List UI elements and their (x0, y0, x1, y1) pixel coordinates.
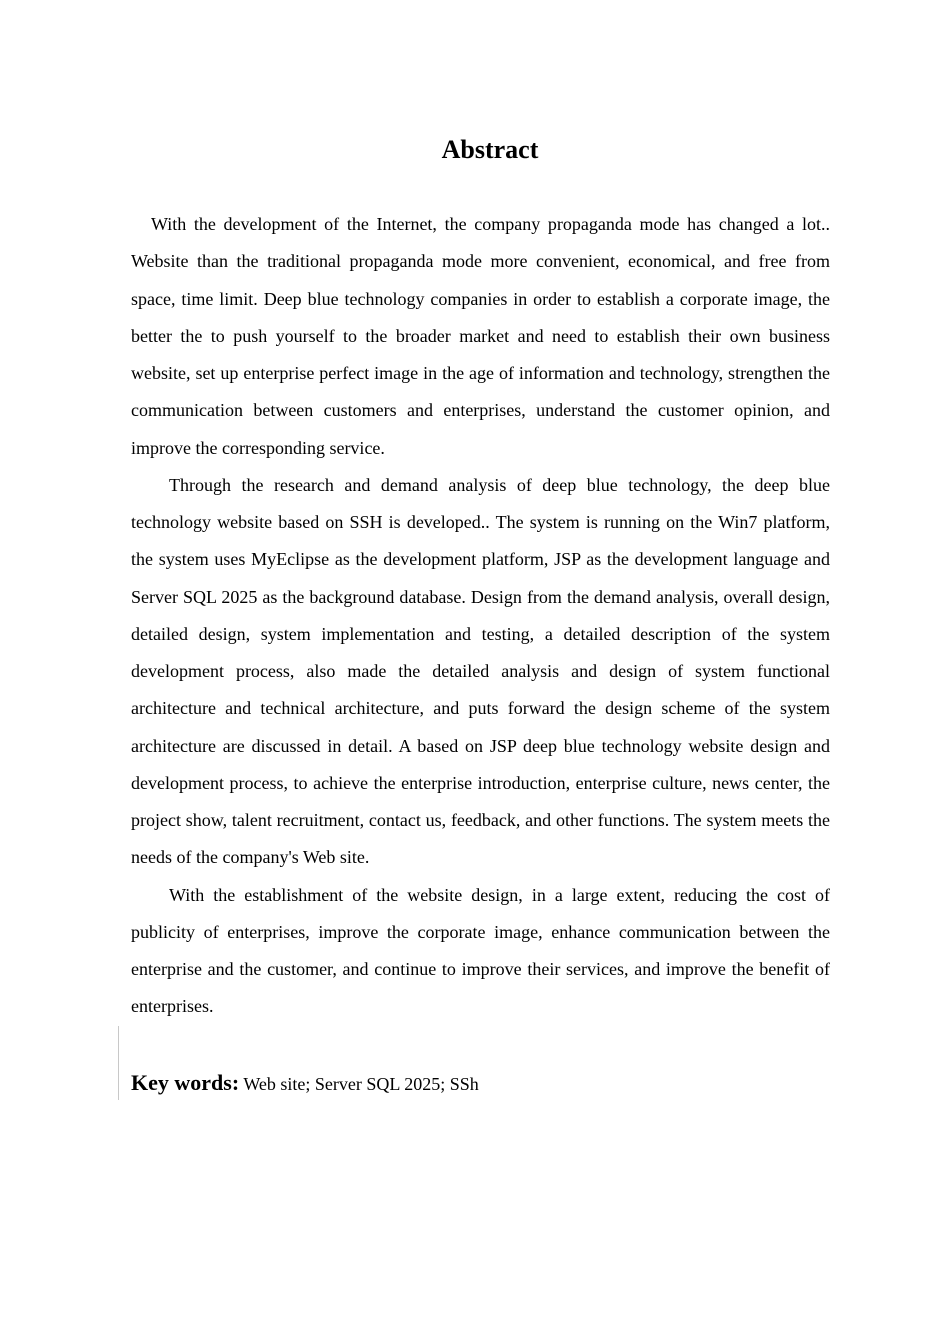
keywords-values: Web site; Server SQL 2025; SSh (243, 1074, 479, 1094)
abstract-body (131, 206, 830, 1026)
abstract-paragraph-1: With the development of the Internet, the company propaganda mode has changed a lot.. Website than the traditional propaganda mode more convenient, economical, and free from space, time limit. Deep blue technology companies in order to establish a corporate image, the better the to push yourself to the broader market and need to establish their own business website, set up enterprise perfect image in the age of information and technology, strengthen the communication between customers and enterprises, understand the customer opinion, and improve the corresponding service. (131, 214, 830, 458)
abstract-title: Abstract (441, 135, 539, 164)
margin-change-bar (118, 1026, 119, 1100)
keywords-label: Key words: (131, 1070, 240, 1095)
keywords-line (131, 1066, 831, 1101)
abstract-paragraph-2: Through the research and demand analysis of deep blue technology, the deep blue technology website based on SSH is developed.. The system is running on the Win7 platform, the system uses MyEclipse as the development platform, JSP as the development language and Server SQL 2025 as the background database. Design from the demand analysis, overall design, detailed design, system implementation and testing, a detailed description of the system development process, also made the detailed analysis and design of system functional architecture and technical architecture, and puts forward the design scheme of the system architecture are discussed in detail. A based on JSP deep blue technology website design and development process, to achieve the enterprise introduction, enterprise culture, news center, the project show, talent recruitment, contact us, feedback, and other functions. The system meets the needs of the company's Web site. (131, 474, 830, 868)
abstract-paragraph-3: With the establishment of the website design, in a large extent, reducing the cost of publicity of enterprises, improve the corporate image, enhance communication between the enterprise and the customer, and continue to improve their services, and improve the benefit of enterprises. (131, 884, 830, 1017)
